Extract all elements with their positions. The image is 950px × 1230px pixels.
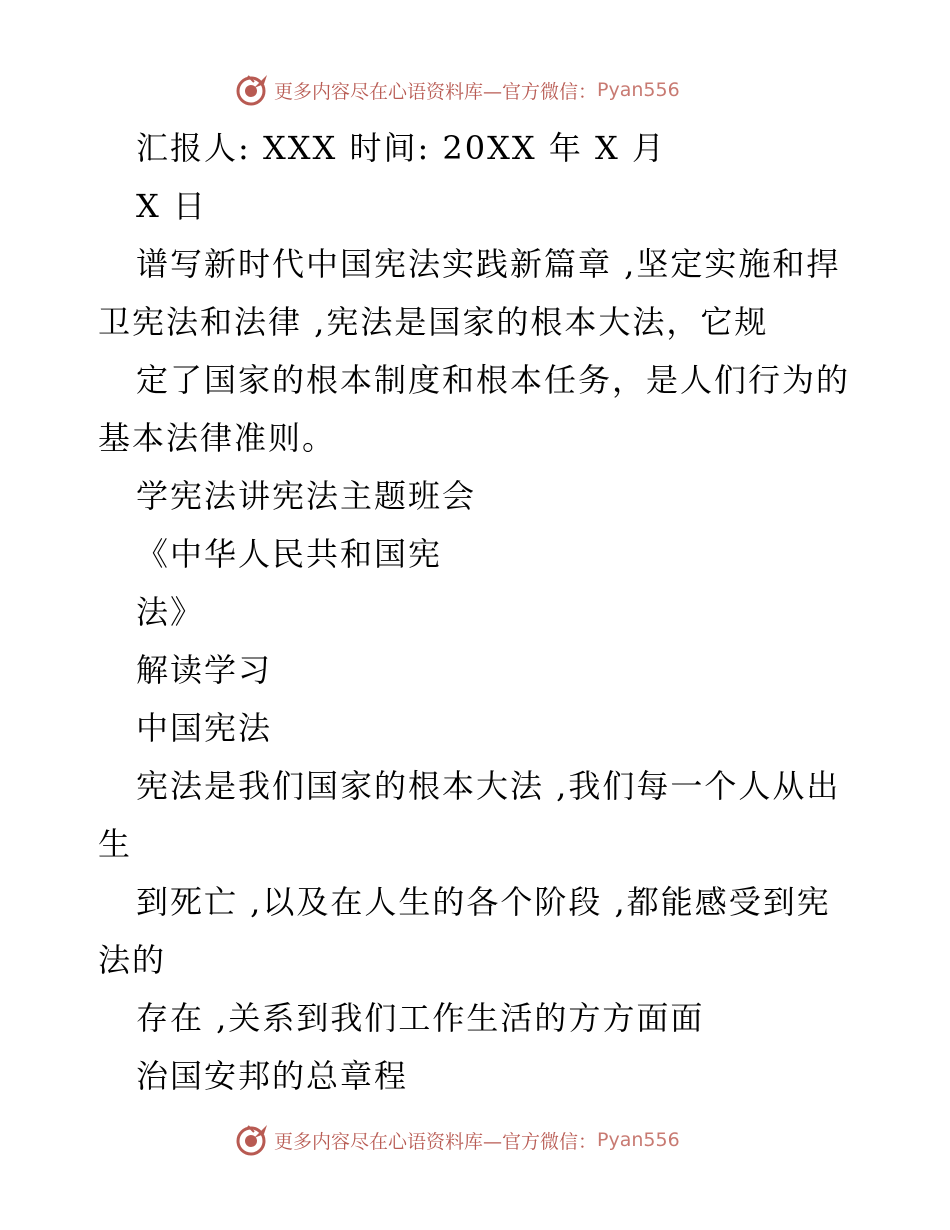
paragraph-line: 谱写新时代中国宪法实践新篇章 ,坚定实施和捍	[136, 245, 841, 283]
section-title: 《中华人民共和国宪	[136, 535, 443, 573]
paragraph-line: 生	[98, 825, 133, 863]
paragraph-line: 定了国家的根本制度和根本任务，是人们行为的	[136, 361, 851, 399]
paragraph-line: 到死亡 ,以及在人生的各个阶段 ,都能感受到宪	[136, 883, 831, 921]
section-title: 解读学习	[136, 651, 273, 689]
watermark-handle: Pyan556	[597, 79, 680, 101]
section-title: 法》	[136, 593, 205, 631]
paragraph-line: 治国安邦的总章程	[136, 1057, 409, 1095]
quill-logo-icon	[234, 1122, 270, 1158]
paragraph-line: 基本法律准则。	[98, 419, 337, 457]
report-info-line: 汇报人: XXX 时间: 20XX 年 X 月	[136, 129, 667, 167]
watermark-text: 更多内容尽在心语资料库—官方微信：	[274, 80, 598, 103]
paragraph-line: 存在 ,关系到我们工作生活的方方面面	[136, 999, 705, 1037]
footer-watermark	[234, 1120, 680, 1160]
quill-logo-icon	[234, 72, 270, 108]
paragraph-line: 宪法是我们国家的根本大法 ,我们每一个人从出	[136, 767, 841, 805]
watermark-text: 更多内容尽在心语资料库—官方微信：	[274, 1130, 598, 1153]
section-title: 学宪法讲宪法主题班会	[136, 477, 477, 515]
report-date-line: X 日	[136, 187, 207, 225]
paragraph-line: 法的	[98, 941, 167, 979]
header-watermark	[234, 70, 680, 110]
watermark-handle: Pyan556	[597, 1129, 680, 1151]
paragraph-line: 卫宪法和法律 ,宪法是国家的根本大法，它规	[98, 303, 769, 341]
section-title: 中国宪法	[136, 709, 273, 747]
